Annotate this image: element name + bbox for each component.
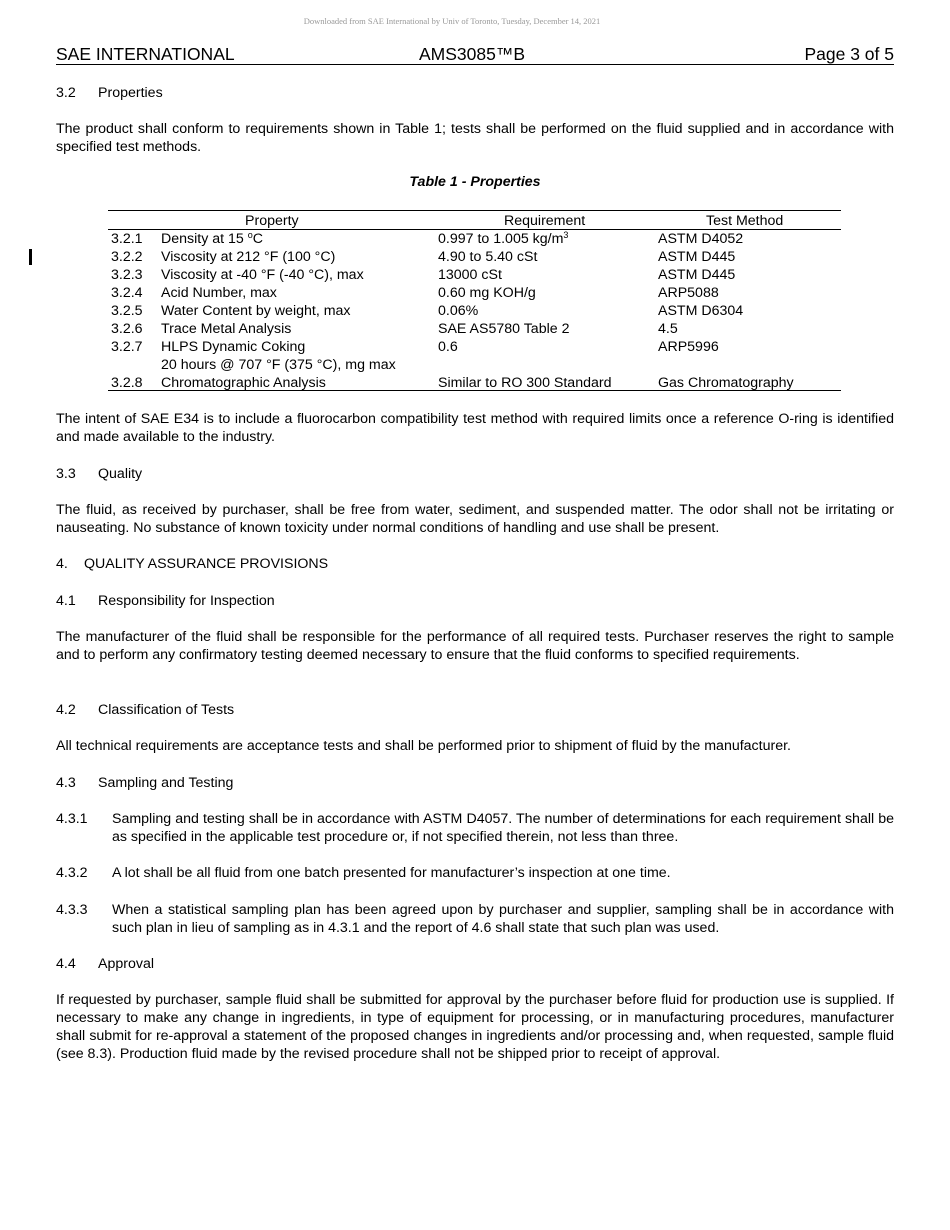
section-heading-3-2 [56,84,163,102]
subsection-4-3-1 [56,810,894,846]
row-number: 3.2.3 [111,267,143,283]
section-number: 3.2 [56,85,76,101]
table-row [108,302,841,320]
paragraph-4-4: If requested by purchaser, sample fluid shall be submitted for approval by the purchaser before fluid for production use is supplied. If necessary to make any change in ingredients, in type of equipment for processing, or in manufacturing procedures, manufacturer shall submit for re-approval a statement of the proposed changes in ingredients and/or processing and, when requested, sample fluid (see 8.3). Production fluid made by the revised procedure shall not be shipped prior to receipt of approval. [56,992,894,1062]
row-property: Density at 15 $^o$C [161,230,264,247]
row-number: 3.2.6 [111,321,143,337]
header-organization: SAE INTERNATIONAL [56,44,235,64]
row-requirement: SAE AS5780 Table 2 [438,321,570,337]
subsection-text: When a statistical sampling plan has been agreed upon by purchaser and supplier, sampling shall be in accordance with such plan in lieu of sampling as in 4.3.1 and the report of 4.6 shall state that such plan was used. [112,902,894,936]
section-number: 4.4 [56,956,76,972]
row-number: 3.2.4 [111,285,143,301]
table-caption: Table 1 - Properties [409,174,541,190]
table-top-rule [108,210,841,211]
row-requirement: 0.60 mg KOH/g [438,285,536,301]
row-test-method: ASTM D4052 [658,231,744,247]
page-header [56,44,894,65]
row-requirement: 0.06% [438,303,479,319]
row-number: 3.2.2 [111,249,143,265]
row-property: Viscosity at -40 °F (-40 °C), max [161,267,364,283]
section-title: Properties [98,85,163,101]
section-number: 4.3 [56,775,76,791]
column-header-requirement: Requirement [504,213,586,229]
row-test-method: ARP5088 [658,285,719,301]
row-requirement: 4.90 to 5.40 cSt [438,249,538,265]
section-heading-4-2 [56,701,234,719]
section-title: Sampling and Testing [98,775,234,791]
section-heading-4 [56,555,328,573]
paragraph-3-3: The fluid, as received by purchaser, shall be free from water, sediment, and suspended matter. The odor shall not be irritating or nauseating. No substance of known toxicity under normal conditions of handling and use shall be present. [56,502,894,536]
row-property: Trace Metal Analysis [161,321,292,337]
row-test-method: 4.5 [658,321,678,337]
row-requirement: 0.997 to 1.005 $kg/m^3$ [438,230,569,247]
section-number: 4.2 [56,702,76,718]
table-row [108,230,841,248]
section-heading-3-3 [56,465,142,483]
change-bar [29,249,32,265]
section-number: 4.1 [56,593,76,609]
section-title: Responsibility for Inspection [98,593,275,609]
subsection-text: Sampling and testing shall be in accordance with ASTM D4057. The number of determinations for each requirement shall be as specified in the applicable test procedure or, if not specified therein, not less than three. [112,811,894,845]
table-row [108,284,841,302]
table-row [108,248,841,266]
row-property: Chromatographic Analysis [161,375,326,391]
row-property: Viscosity at 212 °F (100 °C) [161,249,336,265]
subsection-text: A lot shall be all fluid from one batch presented for manufacturer’s inspection at one time. [112,865,671,881]
subsection-number: 4.3.1 [56,811,88,827]
subsection-number: 4.3.2 [56,865,88,881]
row-number: 3.2.7 [111,339,143,355]
paragraph-4-1: The manufacturer of the fluid shall be responsible for the performance of all required tests. Purchaser reserves the right to sample and to perform any confirmatory testing deemed necessary to ensure that the fluid conforms to specified requirements. [56,629,894,663]
paragraph-intent: The intent of SAE E34 is to include a fluorocarbon compatibility test method with required limits once a reference O-ring is identified and made available to the industry. [56,411,894,445]
paragraph-4-2: All technical requirements are acceptance tests and shall be performed prior to shipment of fluid by the manufacturer. [56,738,791,754]
row-test-method: ASTM D445 [658,267,736,283]
subsection-number: 4.3.3 [56,902,88,918]
row-requirement: Similar to RO 300 Standard [438,375,612,391]
row-property-line2: 20 hours @ 707 °F (375 °C), mg max [161,357,396,373]
row-property: HLPS Dynamic Coking [161,339,306,355]
table-row [108,338,841,356]
section-number: 3.3 [56,466,76,482]
subsection-4-3-2 [56,864,894,882]
row-number: 3.2.5 [111,303,143,319]
section-title: QUALITY ASSURANCE PROVISIONS [84,556,329,572]
table-bottom-rule [108,390,841,391]
row-requirement: 13000 cSt [438,267,502,283]
section-title: Quality [98,466,143,482]
row-property: Water Content by weight, max [161,303,351,319]
section-heading-4-1 [56,592,275,610]
column-header-property: Property [245,213,299,229]
row-test-method: ASTM D6304 [658,303,744,319]
section-title: Approval [98,956,154,972]
subsection-4-3-3 [56,901,894,937]
section-title: Classification of Tests [98,702,235,718]
table-row-continuation [108,356,841,374]
column-header-test-method: Test Method [706,213,784,229]
row-test-method: ARP5996 [658,339,719,355]
row-test-method: ASTM D445 [658,249,736,265]
paragraph-3-2: The product shall conform to requirements shown in Table 1; tests shall be performed on the fluid supplied and in accordance with specified test methods. [56,121,894,155]
row-number: 3.2.8 [111,375,143,391]
table-row [108,320,841,338]
table-row [108,266,841,284]
section-heading-4-4 [56,955,154,973]
header-document-number: AMS3085™B [419,44,526,64]
row-number: 3.2.1 [111,231,143,247]
section-number: 4. [56,556,68,572]
row-test-method: Gas Chromatography [658,375,794,391]
header-page-number: Page 3 of 5 [804,44,894,64]
download-watermark: Downloaded from SAE International by Univ of Toronto, Tuesday, December 14, 2021 [303,16,601,26]
row-property: Acid Number, max [161,285,277,301]
row-requirement: 0.6 [438,339,458,355]
section-heading-4-3 [56,774,233,792]
